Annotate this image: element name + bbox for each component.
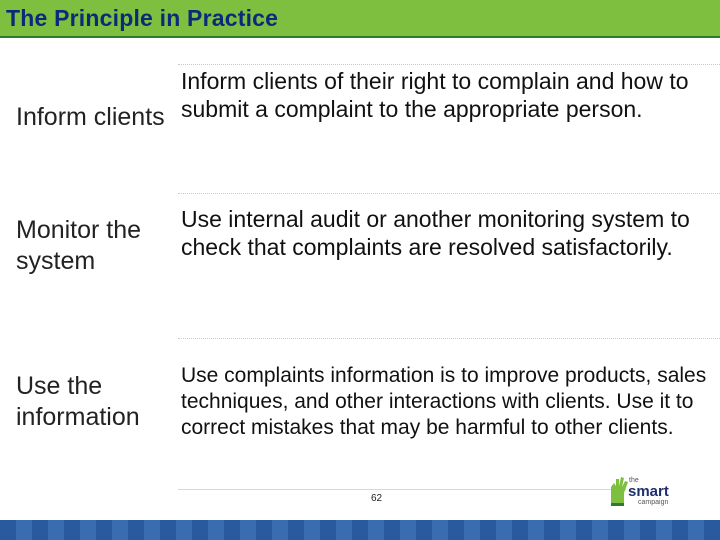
logo-text-bottom: campaign [638,499,669,506]
footer-line [178,489,626,490]
row-divider [178,64,720,65]
row-label-monitor-system: Monitor the system [16,216,142,275]
logo-text-top: the [629,477,639,484]
row-description-monitor-system: Use internal audit or another monitoring system to check that complaints are resolved satisfactorily. [181,206,690,260]
bottom-band [0,520,720,540]
row-label-inform-clients: Inform clients [16,103,165,131]
page-title: The Principle in Practice [6,5,279,31]
logo-text-main: smart [628,483,669,500]
logo-hand-icon [611,477,628,506]
title-bar [0,0,720,38]
row-label-use-information: Use the information [16,372,140,431]
smart-campaign-logo [607,473,693,507]
page-number: 62 [371,493,383,504]
row-description-inform-clients: Inform clients of their right to complain and how to submit a complaint to the appropriate person. [181,68,689,122]
row-divider [178,338,720,339]
row-divider [178,193,720,194]
row-description-use-information: Use complaints information is to improve products, sales techniques, and other interactions with clients. Use it to correct mistakes that may be harmful to other clients. [181,364,707,439]
logo-graphic [607,473,693,507]
